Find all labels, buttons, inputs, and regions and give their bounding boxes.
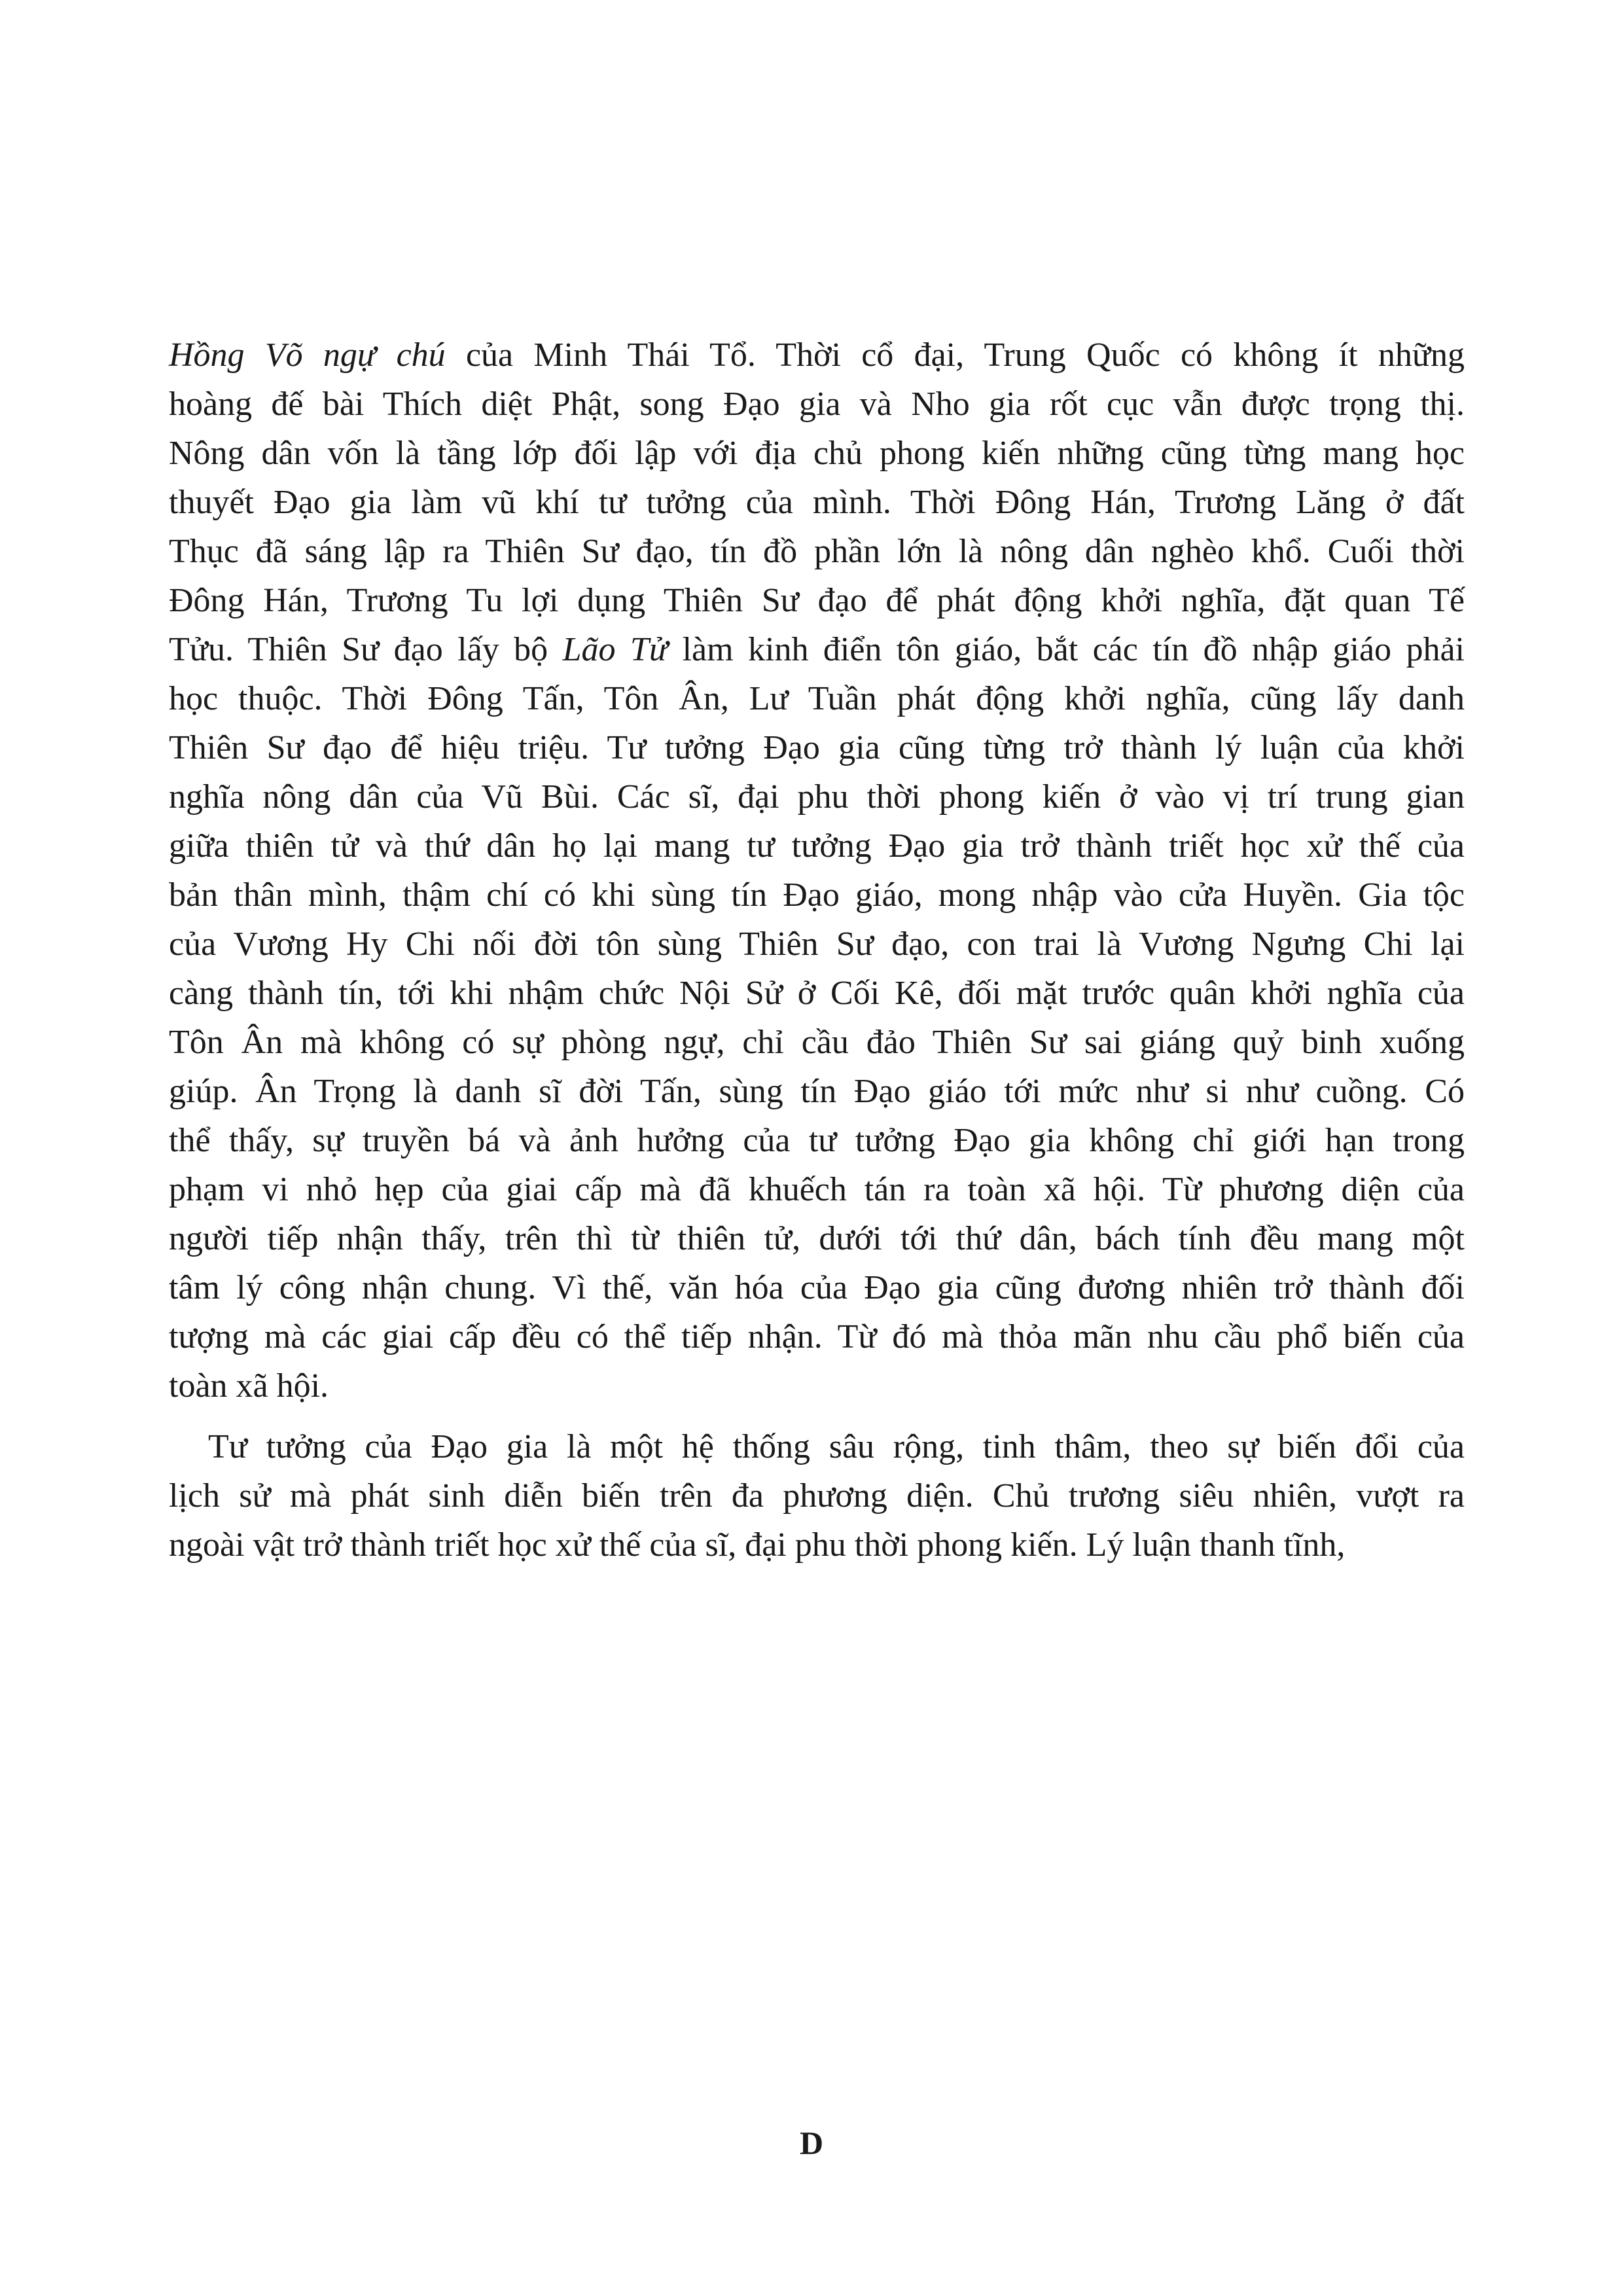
text-line — [169, 1214, 1465, 1263]
text-run: hoàng đế bài Thích diệt Phật, song Đạo gia và Nho gia rốt cục vẫn được trọng thị. — [169, 386, 1465, 423]
text-line — [169, 1067, 1465, 1116]
text-run: tượng mà các giai cấp đều có thể tiếp nhận. Từ đó mà thỏa mãn nhu cầu phổ biến của — [169, 1318, 1465, 1355]
text-line — [169, 1312, 1465, 1361]
text-run: phạm vi nhỏ hẹp của giai cấp mà đã khuếch tán ra toàn xã hội. Từ phương diện của — [169, 1171, 1465, 1208]
text-run: càng thành tín, tới khi nhậm chức Nội Sử ở Cối Kê, đối mặt trước quân khởi nghĩa của — [169, 975, 1465, 1012]
text-line — [169, 429, 1465, 478]
text-line — [169, 331, 1465, 380]
text-run: người tiếp nhận thấy, trên thì từ thiên tử, dưới tới thứ dân, bách tính đều mang một — [169, 1220, 1465, 1257]
text-run: toàn xã hội. — [169, 1367, 329, 1405]
text-line — [169, 1165, 1465, 1214]
text-run: ngoài vật trở thành triết học xử thế của sĩ, đại phu thời phong kiến. Lý luận thanh tĩnh, — [169, 1526, 1346, 1564]
text-line — [169, 1018, 1465, 1067]
text-line — [169, 1471, 1465, 1520]
text-run: Tôn Ân mà không có sự phòng ngự, chỉ cầu đảo Thiên Sư sai giáng quỷ binh xuống — [169, 1024, 1465, 1061]
text-run: nghĩa nông dân của Vũ Bùi. Các sĩ, đại phu thời phong kiến ở vào vị trí trung gian — [169, 778, 1465, 816]
text-run: học thuộc. Thời Đông Tấn, Tôn Ân, Lư Tuần phát động khởi nghĩa, cũng lấy danh — [169, 680, 1465, 717]
text-line — [169, 870, 1465, 920]
paragraph-gap — [169, 1410, 1465, 1422]
text-run: Tư tưởng của Đạo gia là một hệ thống sâu rộng, tinh thâm, theo sự biến đổi của — [208, 1428, 1465, 1465]
text-line — [169, 478, 1465, 527]
text-run: lịch sử mà phát sinh diễn biến trên đa phương diện. Chủ trương siêu nhiên, vượt ra — [169, 1477, 1465, 1515]
text-line — [169, 576, 1465, 625]
text-run: giúp. Ân Trọng là danh sĩ đời Tấn, sùng tín Đạo giáo tới mức như si như cuồng. Có — [169, 1073, 1465, 1110]
text-run: của Vương Hy Chi nối đời tôn sùng Thiên Sư đạo, con trai là Vương Ngưng Chi lại — [169, 925, 1465, 963]
text-run: Tửu. Thiên Sư đạo lấy bộ — [169, 631, 563, 668]
text-run: Thục đã sáng lập ra Thiên Sư đạo, tín đồ phần lớn là nông dân nghèo khổ. Cuối thời — [169, 533, 1465, 570]
text-line — [169, 527, 1465, 576]
text-line — [169, 772, 1465, 821]
text-line — [169, 1422, 1465, 1471]
text-line — [169, 920, 1465, 969]
text-line — [169, 674, 1465, 723]
text-run: tâm lý công nhận chung. Vì thế, văn hóa của Đạo gia cũng đương nhiên trở thành đối — [169, 1269, 1465, 1306]
text-run: làm kinh điển tôn giáo, bắt các tín đồ nhập giáo phải — [668, 631, 1465, 668]
text-line — [169, 380, 1465, 429]
text-run: thể thấy, sự truyền bá và ảnh hưởng của tư tưởng Đạo gia không chỉ giới hạn trong — [169, 1122, 1465, 1159]
text-line — [169, 1116, 1465, 1165]
italic-title: Lão Tử — [562, 631, 668, 668]
page-marker: D — [799, 2125, 824, 2161]
text-line — [169, 1263, 1465, 1312]
text-run: Nông dân vốn là tầng lớp đối lập với địa chủ phong kiến những cũng từng mang học — [169, 435, 1465, 472]
text-run: bản thân mình, thậm chí có khi sùng tín Đạo giáo, mong nhập vào cửa Huyền. Gia tộc — [169, 876, 1465, 914]
text-line — [169, 1520, 1465, 1570]
text-line — [169, 1361, 1465, 1410]
text-line — [169, 969, 1465, 1018]
text-line — [169, 625, 1465, 674]
text-run: giữa thiên tử và thứ dân họ lại mang tư tưởng Đạo gia trở thành triết học xử thế của — [169, 827, 1465, 865]
text-line — [169, 821, 1465, 870]
text-run: thuyết Đạo gia làm vũ khí tư tưởng của mình. Thời Đông Hán, Trương Lăng ở đất — [169, 484, 1465, 521]
text-run: của Minh Thái Tổ. Thời cổ đại, Trung Quốc có không ít những — [445, 336, 1465, 374]
body-text — [169, 331, 1465, 1570]
text-run: Thiên Sư đạo để hiệu triệu. Tư tưởng Đạo gia cũng từng trở thành lý luận của khởi — [169, 729, 1465, 766]
text-line — [169, 723, 1465, 772]
text-run: Đông Hán, Trương Tu lợi dụng Thiên Sư đạo để phát động khởi nghĩa, đặt quan Tế — [169, 582, 1465, 619]
italic-title: Hồng Võ ngự chú — [169, 336, 446, 374]
